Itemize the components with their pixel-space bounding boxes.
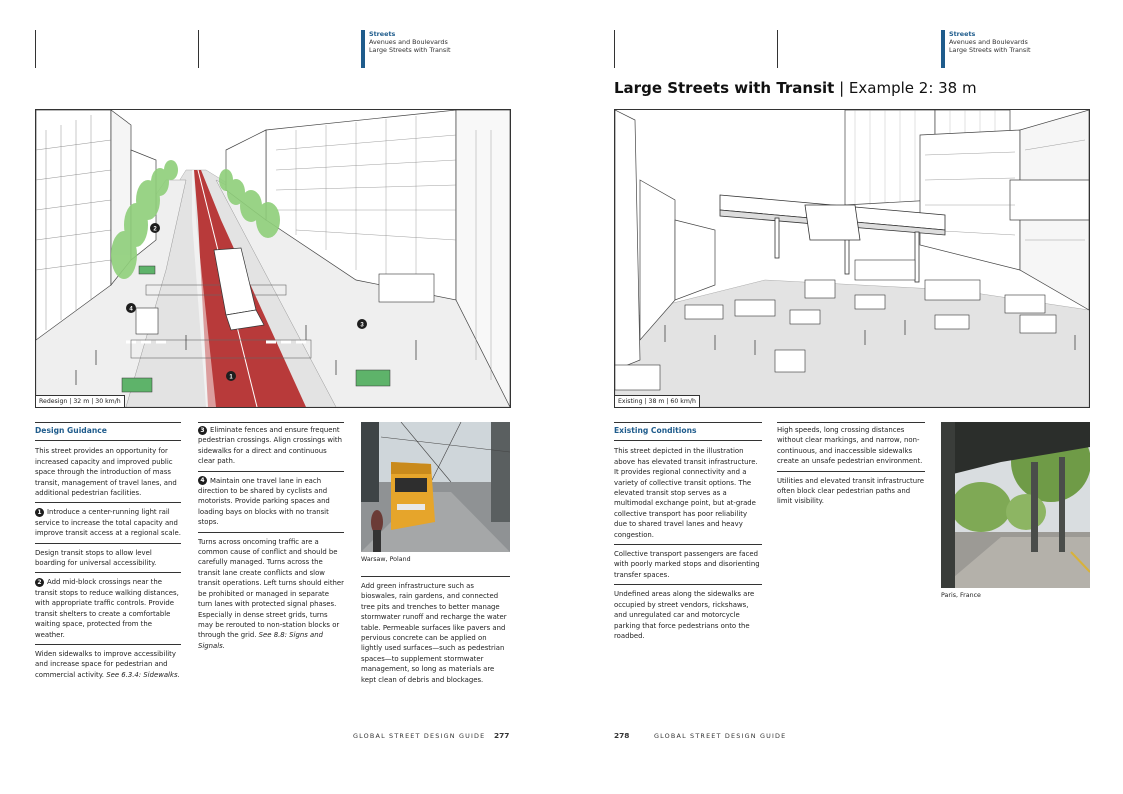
paris-photo	[941, 422, 1090, 588]
number-badge: 3	[198, 426, 207, 435]
design-guidance-heading: Design Guidance	[35, 422, 181, 441]
redesign-drawing	[36, 110, 510, 407]
paragraph-numbered	[198, 471, 344, 532]
header-rule	[198, 30, 199, 68]
marker-3	[357, 319, 367, 329]
paragraph: Utilities and elevated transit infrastructure often block clear pedestrian paths and limit visibility.	[777, 471, 925, 511]
guidance-column-3	[361, 576, 510, 689]
section-subtitle: Large Streets with Transit	[369, 46, 451, 54]
section-title: Streets	[369, 30, 396, 38]
marker-label: 2	[153, 226, 157, 233]
section-subtitle: Avenues and Boulevards	[949, 38, 1028, 46]
marker-label: 1	[229, 374, 233, 381]
paragraph: High speeds, long crossing distances without clear markings, and narrow, non-continuous, and inaccessible sidewalks create an unsafe pedestrian environment.	[777, 422, 925, 471]
number-badge: 2	[35, 578, 44, 587]
paragraph: Design transit stops to allow level boarding for universal accessibility.	[35, 543, 181, 573]
section-header-left	[361, 30, 451, 68]
existing-conditions-column-2	[777, 422, 925, 511]
marker-1	[226, 371, 236, 381]
warsaw-photo	[361, 422, 510, 552]
paragraph-text: Widen sidewalks to improve accessibility and increase space for pedestrian and commercial activity.	[35, 649, 176, 679]
page-title-rest: | Example 2: 38 m	[834, 79, 977, 97]
page-title-bold: Large Streets with Transit	[614, 79, 835, 97]
paragraph	[35, 644, 181, 684]
existing-caption: Existing | 38 m | 60 km/h	[615, 395, 700, 407]
paragraph: Undefined areas along the sidewalks are occupied by street vendors, rickshaws, and unregulated car and motorcycle parking that force pedestrians onto the roadbed.	[614, 584, 762, 645]
footer-title-right: GLOBAL STREET DESIGN GUIDE	[654, 732, 787, 740]
guidance-column-2	[198, 422, 344, 655]
page-title	[614, 79, 977, 97]
paragraph-numbered	[198, 422, 344, 471]
marker-2	[150, 223, 160, 233]
paragraph: This street depicted in the illustration above has elevated transit infrastructure. It provides regional connectivity and a variety of collective transit options. The elevated transit stop serves as a multimodal exchange point, but at-grade collective transport has poor reliability due to shared travel lanes and heavy congestion.	[614, 447, 758, 539]
marker-label: 4	[129, 306, 133, 313]
redesign-caption: Redesign | 32 m | 30 km/h	[36, 395, 125, 407]
page-number-right: 278	[614, 731, 630, 740]
paragraph-numbered	[35, 572, 181, 643]
design-guidance-column	[35, 422, 181, 684]
cross-reference: See 6.3.4: Sidewalks.	[106, 670, 180, 679]
existing-drawing	[615, 110, 1089, 407]
existing-conditions-heading: Existing Conditions	[614, 422, 762, 441]
paragraph-numbered	[35, 502, 181, 542]
cross-reference: See 8.8: Signs and Signals.	[198, 631, 323, 650]
paragraph-text: Introduce a center-running light rail service to increase the total capacity and improve transit access at a regional scale.	[35, 508, 181, 538]
warsaw-photo-image	[361, 422, 510, 552]
marker-4	[126, 303, 136, 313]
header-rule	[35, 30, 36, 68]
paris-photo-image	[941, 422, 1090, 588]
paragraph-text: Turns across oncoming traffic are a common cause of conflict and should be carefully managed. Turns across the transit lane create conflicts and slow transit operations. Left turns should either be prohibited or managed in separate turn lanes with protected signal phases. Especially in dense street grids, turns may be rerouted to non-station blocks or through the grid.	[198, 537, 344, 640]
photo-caption: Warsaw, Poland	[361, 556, 411, 563]
header-rule	[777, 30, 778, 68]
header-rule	[614, 30, 615, 68]
page-number-left: 277	[494, 731, 510, 740]
existing-conditions-column	[614, 422, 762, 645]
number-badge: 1	[35, 508, 44, 517]
paragraph: Collective transport passengers are faced with poorly marked stops and disorienting transfer spaces.	[614, 544, 762, 584]
paragraph: This street provides an opportunity for increased capacity and improved public space through the introduction of mass transit, management of travel lanes, and additional pedestrian facilities.	[35, 447, 177, 498]
footer-title-left: GLOBAL STREET DESIGN GUIDE	[353, 732, 486, 740]
photo-caption: Paris, France	[941, 592, 981, 599]
number-badge: 4	[198, 476, 207, 485]
section-header-right	[941, 30, 1031, 68]
marker-label: 3	[360, 322, 364, 329]
existing-illustration	[614, 109, 1090, 408]
paragraph-text: Eliminate fences and ensure frequent pedestrian crossings. Align crossings with sidewalks for a direct and continuous clear path.	[198, 426, 342, 466]
section-subtitle: Large Streets with Transit	[949, 46, 1031, 54]
paragraph	[198, 532, 344, 655]
paragraph-text: Add mid-block crossings near the transit stops to reduce walking distances, with appropriate traffic controls. Provide transit shelters to create a comfortable waiting space, protected from the weather.	[35, 578, 179, 639]
section-title: Streets	[949, 30, 976, 38]
redesign-illustration	[35, 109, 511, 408]
paragraph: Add green infrastructure such as bioswales, rain gardens, and connected tree pits and trenches to better manage stormwater runoff and recharge the water table. Permeable surfaces like pavers and pervious concrete can be applied on lightly used surfaces—such as pedestrian spaces—to supplement stormwater management, so long as materials are kept clean of debris and blockages.	[361, 576, 510, 689]
section-subtitle: Avenues and Boulevards	[369, 38, 448, 46]
paragraph-text: Maintain one travel lane in each direction to be shared by cyclists and motorists. Provide parking spaces and loading bays on blocks with no transit stops.	[198, 476, 330, 527]
